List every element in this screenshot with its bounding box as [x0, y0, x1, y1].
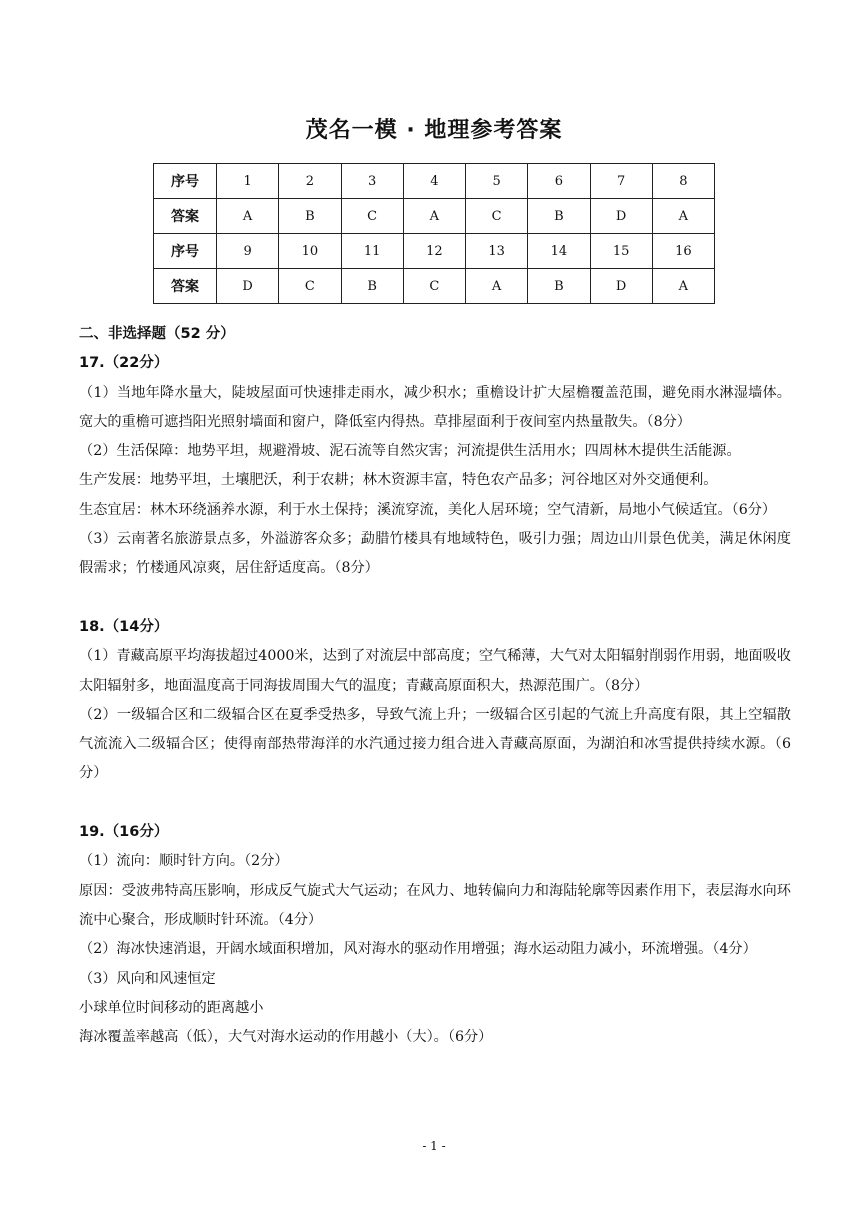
table-cell: B [528, 269, 590, 304]
spacer [79, 584, 791, 613]
q17-answer-3: （3）云南著名旅游景点多，外溢游客众多；勐腊竹楼具有地域特色，吸引力强；周边山川景色优美，满足休闲度假需求；竹楼通风凉爽，居住舒适度高。（8分） [79, 531, 791, 577]
table-cell: 13 [466, 234, 528, 269]
table-cell: C [466, 199, 528, 234]
table-cell: C [341, 199, 403, 234]
table-cell: 1 [217, 164, 279, 199]
table-cell: A [466, 269, 528, 304]
table-cell: 5 [466, 164, 528, 199]
spacer [79, 789, 791, 818]
answer-table [153, 163, 715, 304]
q19-answer-1-direction: （1）流向：顺时针方向。（2分） [79, 853, 289, 870]
table-cell: 8 [652, 164, 714, 199]
table-cell: B [279, 199, 341, 234]
table-cell: A [217, 199, 279, 234]
q17-answer-1: （1）当地年降水量大，陡坡屋面可快速排走雨水，减少积水；重檐设计扩大屋檐覆盖范围，避免雨水淋湿墙体。宽大的重檐可遮挡阳光照射墙面和窗户，降低室内得热。草排屋面利于夜间室内热量散失。（8分） [79, 384, 791, 430]
table-cell: 11 [341, 234, 403, 269]
q18-heading: 18.（14分） [79, 618, 169, 635]
table-cell: B [528, 199, 590, 234]
table-cell: 14 [528, 234, 590, 269]
table-row [154, 269, 715, 304]
row-header: 序号 [154, 234, 217, 269]
table-cell: D [217, 269, 279, 304]
q18-answer-2: （2）一级辐合区和二级辐合区在夏季受热多，导致气流上升；一级辐合区引起的气流上升高度有限，其上空辐散气流流入二级辐合区；使得南部热带海洋的水汽通过接力组合进入青藏高原面，为湖泊和冰雪提供持续水源。（6分） [79, 706, 791, 782]
q19-answer-1-reason: 原因：受波弗特高压影响，形成反气旋式大气运动；在风力、地转偏向力和海陆轮廓等因素作用下，表层海水向环流中心聚合，形成顺时针环流。（4分） [79, 882, 791, 928]
q19-heading: 19.（16分） [79, 824, 169, 841]
table-cell: 12 [403, 234, 465, 269]
table-cell: C [403, 269, 465, 304]
table-cell: C [279, 269, 341, 304]
table-cell: A [652, 199, 714, 234]
table-row [154, 234, 715, 269]
row-header: 答案 [154, 199, 217, 234]
table-cell: 6 [528, 164, 590, 199]
q18-answer-1: （1）青藏高原平均海拔超过4000米，达到了对流层中部高度；空气稀薄，大气对太阳辐射削弱作用弱，地面吸收太阳辐射多，地面温度高于同海拔周围大气的温度；青藏高原面积大，热源范围广。（8分） [79, 648, 791, 694]
table-cell: 16 [652, 234, 714, 269]
table-cell: D [590, 269, 652, 304]
table-cell: B [341, 269, 403, 304]
table-cell: 3 [341, 164, 403, 199]
q17-answer-2-life: （2）生活保障：地势平坦，规避滑坡、泥石流等自然灾害；河流提供生活用水；四周林木提供生活能源。 [79, 443, 741, 460]
table-cell: 9 [217, 234, 279, 269]
table-cell: 7 [590, 164, 652, 199]
table-cell: A [403, 199, 465, 234]
answer-content [79, 320, 791, 1052]
q17-heading: 17.（22分） [79, 355, 169, 372]
table-cell: 4 [403, 164, 465, 199]
table-cell: 15 [590, 234, 652, 269]
q19-answer-2: （2）海冰快速消退，开阔水域面积增加，风对海水的驱动作用增强；海水运动阻力减小，环流增强。（4分） [79, 941, 757, 958]
q17-answer-2-production: 生产发展：地势平坦，土壤肥沃，利于农耕；林木资源丰富，特色农产品多；河谷地区对外交通便利。 [79, 472, 718, 489]
page-title: 茂名一模 · 地理参考答案 [305, 118, 563, 143]
table-cell: 2 [279, 164, 341, 199]
section-heading: 二、非选择题（52 分） [79, 326, 235, 342]
table-cell: D [590, 199, 652, 234]
q19-answer-3-b: 小球单位时间移动的距离越小 [79, 999, 264, 1016]
row-header: 答案 [154, 269, 217, 304]
table-row [154, 164, 715, 199]
q17-answer-2-ecology: 生态宜居：林木环绕涵养水源，利于水土保持；溪流穿流，美化人居环境；空气清新，局地小气候适宜。（6分） [79, 501, 777, 518]
row-header: 序号 [154, 164, 217, 199]
table-row [154, 199, 715, 234]
q19-answer-3-c: 海冰覆盖率越高（低），大气对海水运动的作用越小（大）。（6分） [79, 1029, 493, 1046]
q19-answer-3-a: （3）风向和风速恒定 [79, 970, 216, 987]
page-number: - 1 - [422, 1139, 446, 1153]
table-cell: 10 [279, 234, 341, 269]
table-cell: A [652, 269, 714, 304]
